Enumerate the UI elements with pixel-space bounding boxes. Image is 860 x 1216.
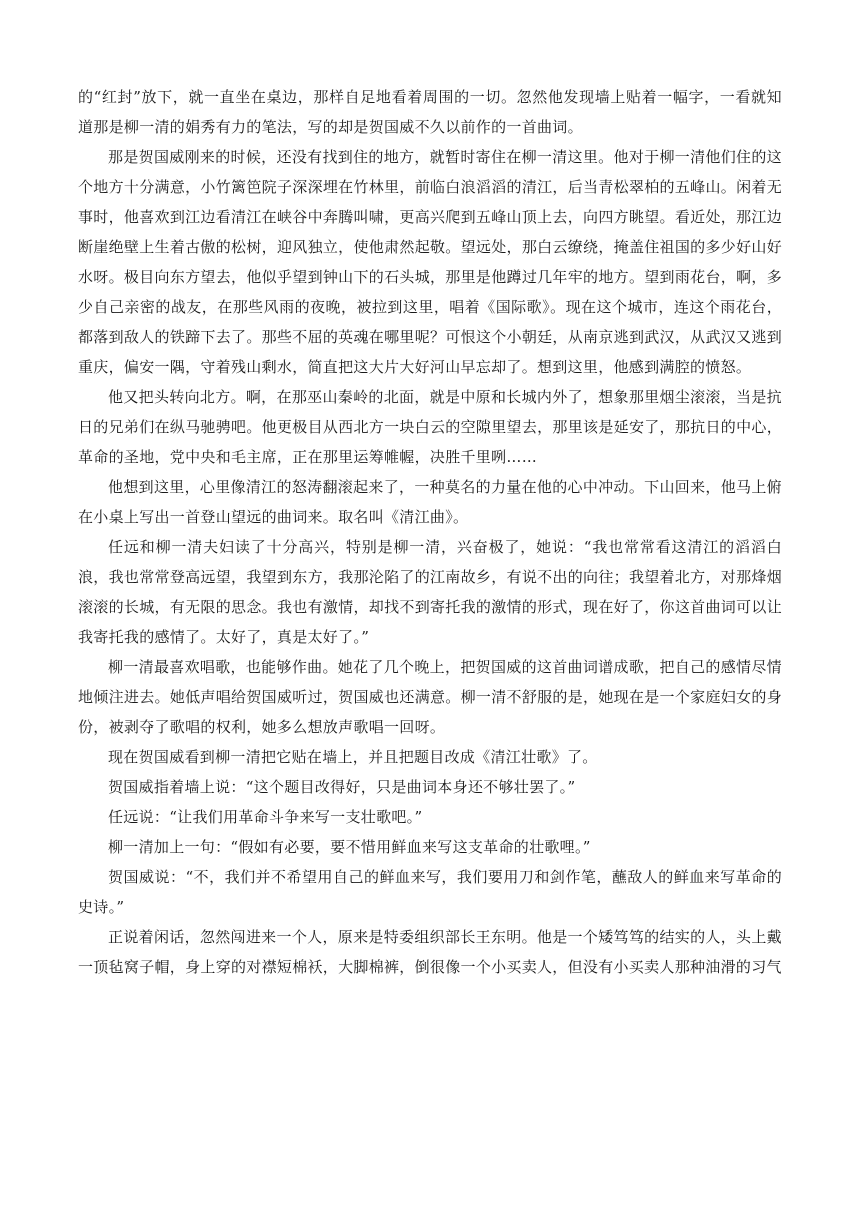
paragraph-he-guowei-reply: 贺国威说：“不，我们并不希望用自己的鲜血来写，我们要用刀和剑作笔，蘸敌人的鲜血来写革命的史诗。” [78,868,782,916]
paragraph-memory-arrival: 那是贺国威刚来的时候，还没有找到住的地方，就暂时寄住在柳一清这里。他对于柳一清他们住的这个地方十分满意，小竹篱笆院子深深埋在竹林里，前临白浪滔滔的清江，后当青松翠柏的五峰山。闲着无事时，他喜欢到江边看清江在峡谷中奔腾叫啸，更高兴爬到五峰山顶上去，向四方眺望。看近处，那江边断崖绝壁上生着古傲的松树，迎风独立，使他肃然起敬。望远处，那白云缭绕，掩盖住祖国的多少好山好水呀。极目向东方望去，他似乎望到钟山下的石头城，那里是他蹲过几年牢的地方。望到雨花台，啊，多少自己亲密的战友，在那些风雨的夜晚，被拉到这里，唱着《国际歌》。现在这个城市，连这个雨花台，都落到敌人的铁蹄下去了。那些不屈的英魂在哪里呢？可恨这个小朝廷，从南京逃到武汉，从武汉又逃到重庆，偏安一隅，守着残山剩水，简直把这大片大好河山早忘却了。想到这里，他感到满腔的愤怒。 [78,148,782,376]
document-page [78,82,782,982]
paragraph-writing-lyrics: 他想到这里，心里像清江的怒涛翻滚起来了，一种莫名的力量在他的心中冲动。下山回来，他马上俯在小桌上写出一首登山望远的曲词来。取名叫《清江曲》。 [78,478,782,526]
paragraph-looking-north: 他又把头转向北方。啊，在那巫山秦岭的北面，就是中原和长城内外了，想象那里烟尘滚滚，当是抗日的兄弟们在纵马驰骋吧。他更极目从西北方一块白云的空隙里望去，那里该是延安了，那抗日的中心，革命的圣地，党中央和毛主席，正在那里运筹帷幄，决胜千里咧…… [78,388,782,466]
paragraph-title-changed: 现在贺国威看到柳一清把它贴在墙上，并且把题目改成《清江壮歌》了。 [108,748,598,766]
paragraph-liu-yiqing-remark: 柳一清加上一句：“假如有必要，要不惜用鲜血来写这支革命的壮歌哩。” [108,838,591,856]
paragraph-continuation: 的“红封”放下，就一直坐在桌边，那样自足地看着周围的一切。忽然他发现墙上贴着一幅字，一看就知道那是柳一清的娟秀有力的笔法，写的却是贺国威不久以前作的一首曲词。 [78,88,782,136]
paragraph-composing-music: 柳一清最喜欢唱歌，也能够作曲。她花了几个晚上，把贺国威的这首曲词谱成歌，把自己的感情尽情地倾注进去。她低声唱给贺国威听过，贺国威也还满意。柳一清不舒服的是，她现在是一个家庭妇女的身份，被剥夺了歌唱的权利，她多么想放声歌唱一回呀。 [78,658,782,736]
paragraph-wang-dongming-arrives: 正说着闲话，忽然闯进来一个人，原来是特委组织部长王东明。他是一个矮笃笃的结实的人，头上戴一顶毡窝子帽，身上穿的对襟短棉袄，大脚棉裤，倒很像一个小买卖人，但没有小买卖人那种油滑的习气 [78,928,782,976]
paragraph-ren-yuan-remark: 任远说：“让我们用革命斗争来写一支壮歌吧。” [108,808,423,826]
paragraph-he-guowei-remark: 贺国威指着墙上说：“这个题目改得好，只是曲词本身还不够壮罢了。” [108,778,576,796]
paragraph-liu-yiqing-speech: 任远和柳一清夫妇读了十分高兴，特别是柳一清，兴奋极了，她说：“我也常常看这清江的滔滔白浪，我也常常登高远望，我望到东方，我那沦陷了的江南故乡，有说不出的向往；我望着北方，对那烽烟滚滚的长城，有无限的思念。我也有激情，却找不到寄托我的激情的形式，现在好了，你这首曲词可以让我寄托我的感情了。太好了，真是太好了。” [78,538,782,646]
